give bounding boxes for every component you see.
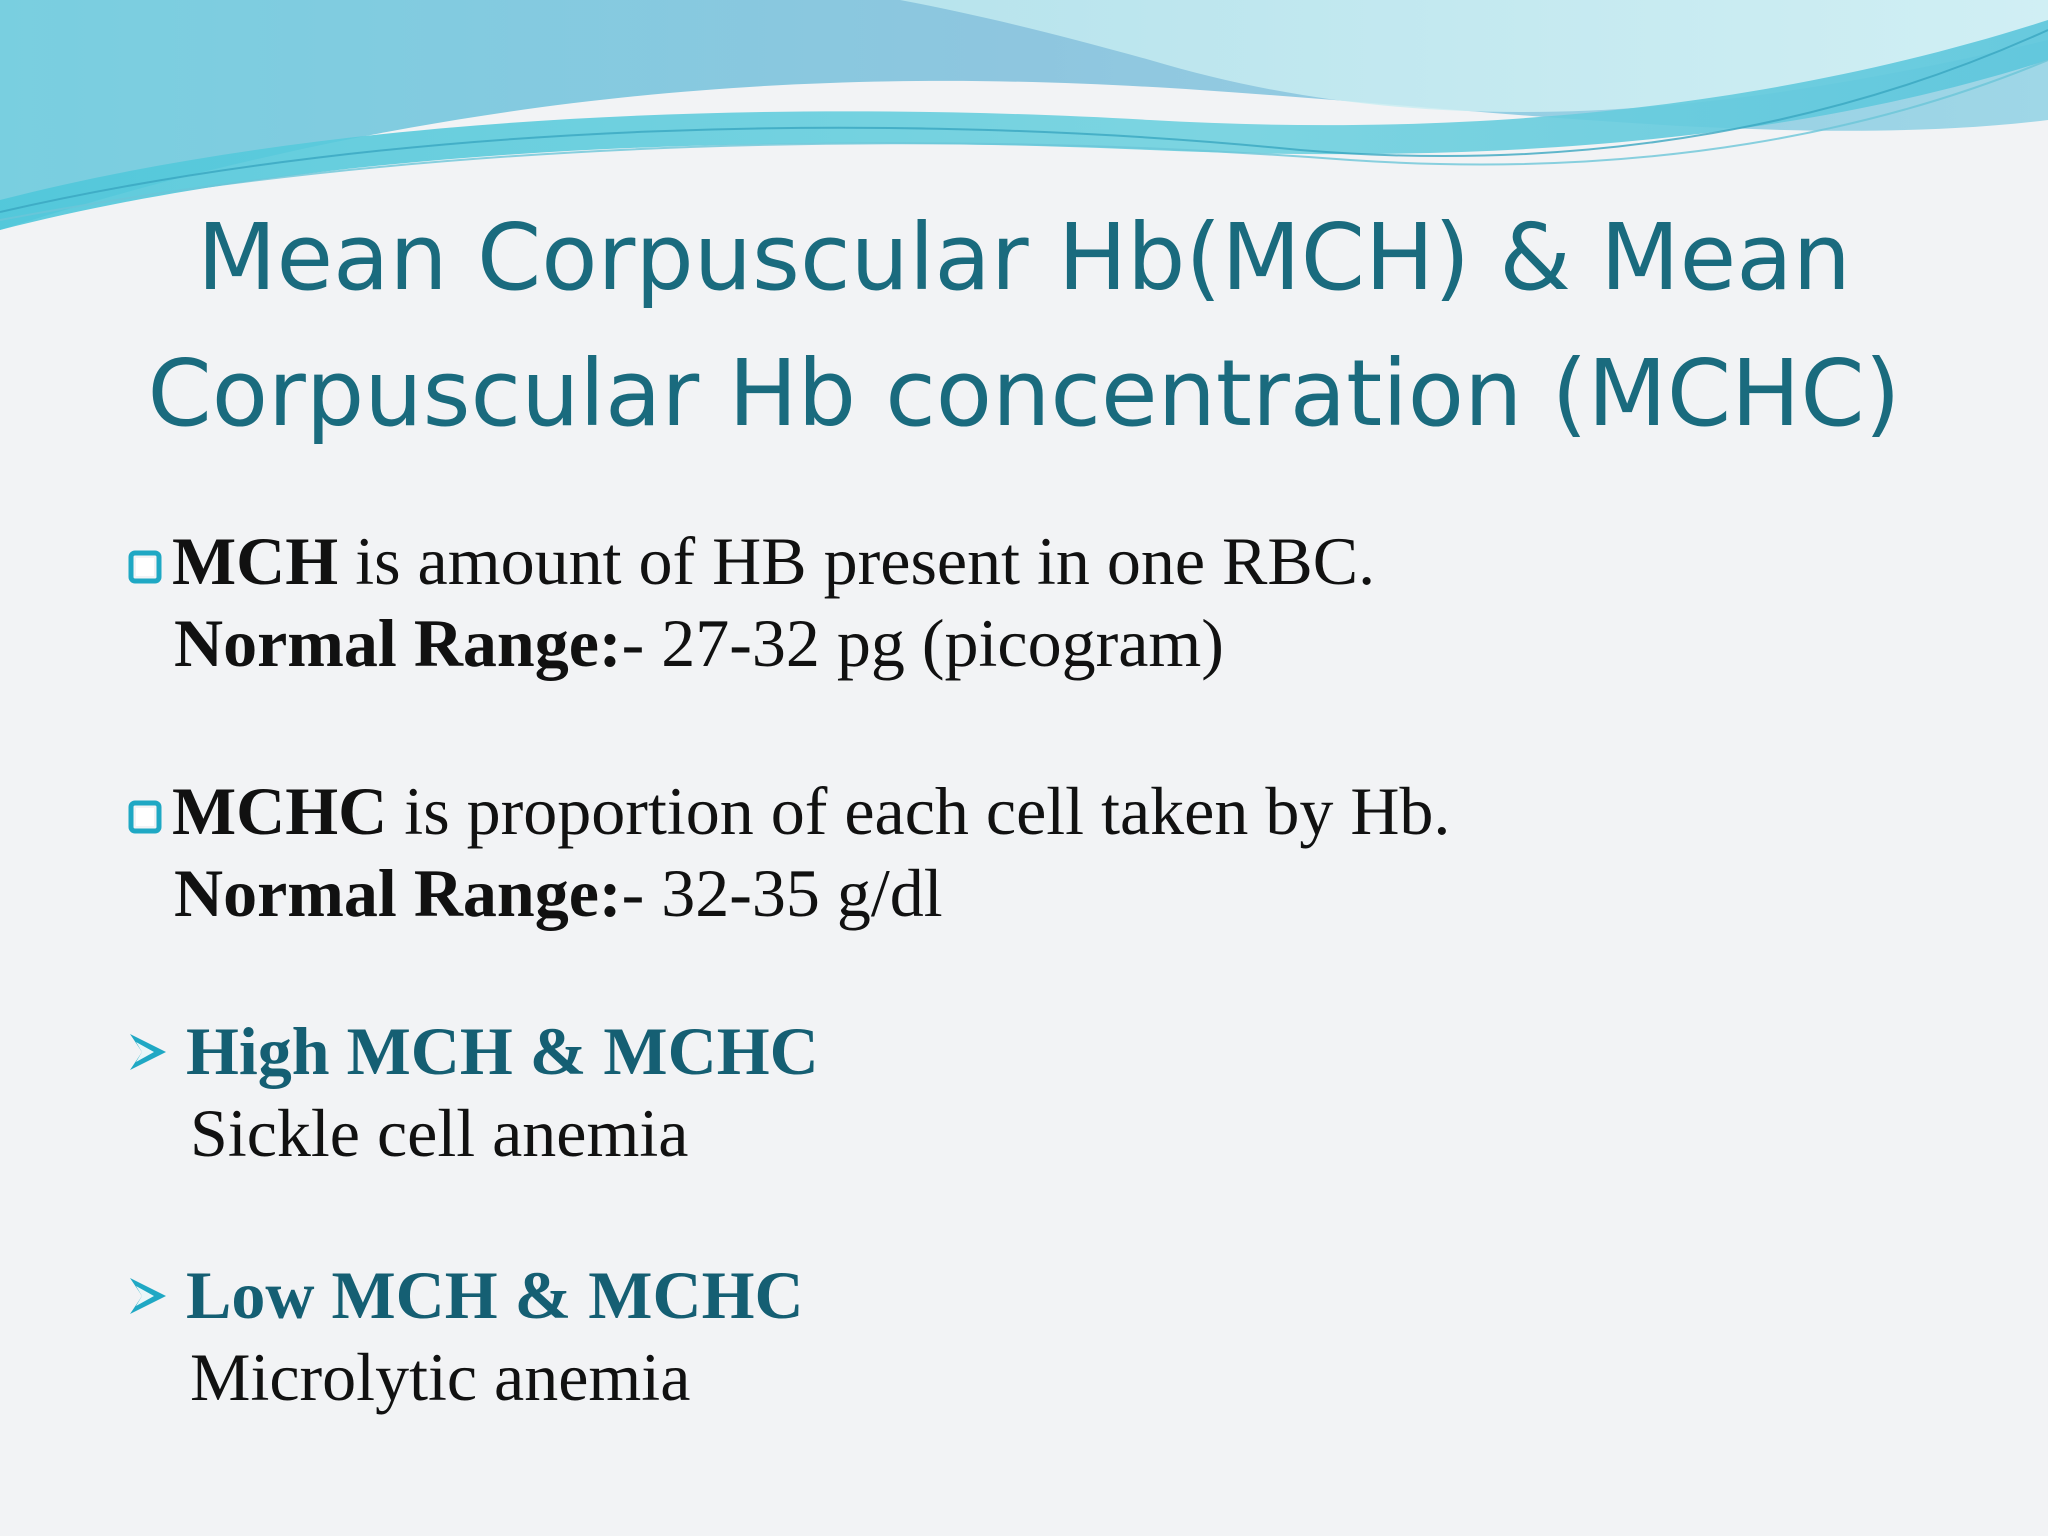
- arrowhead-bullet-icon: [128, 1030, 168, 1074]
- description-mch: is amount of HB present in one RBC.: [338, 523, 1376, 599]
- description-mchc: is proportion of each cell taken by Hb.: [387, 773, 1451, 849]
- condition-example-low: Microlytic anemia: [190, 1339, 691, 1415]
- range-value-mch: - 27-32 pg (picogram): [621, 605, 1224, 681]
- condition-item-low: [128, 1254, 1968, 1418]
- condition-heading-high: High MCH & MCHC: [186, 1013, 819, 1089]
- condition-example-high: Sickle cell anemia: [190, 1095, 689, 1171]
- definition-item-mch: [128, 520, 1968, 684]
- condition-heading-low: Low MCH & MCHC: [186, 1257, 804, 1333]
- definition-item-mchc: [128, 770, 1968, 934]
- slide-body: [128, 520, 1968, 1418]
- range-label-mch: Normal Range:: [174, 605, 622, 681]
- condition-item-high: [128, 1010, 1968, 1174]
- term-mchc: MCHC: [172, 773, 388, 849]
- hollow-square-bullet-icon: [128, 550, 162, 584]
- arrowhead-bullet-icon: [128, 1274, 168, 1318]
- slide-title: [100, 190, 1948, 462]
- range-value-mchc: - 32-35 g/dl: [621, 855, 943, 931]
- hollow-square-bullet-icon: [128, 800, 162, 834]
- title-line-1: Mean Corpuscular Hb(MCH) & Mean: [197, 204, 1851, 311]
- term-mch: MCH: [172, 523, 339, 599]
- range-label-mchc: Normal Range:: [174, 855, 622, 931]
- title-line-2: Corpuscular Hb concentration (MCHC): [147, 340, 1901, 447]
